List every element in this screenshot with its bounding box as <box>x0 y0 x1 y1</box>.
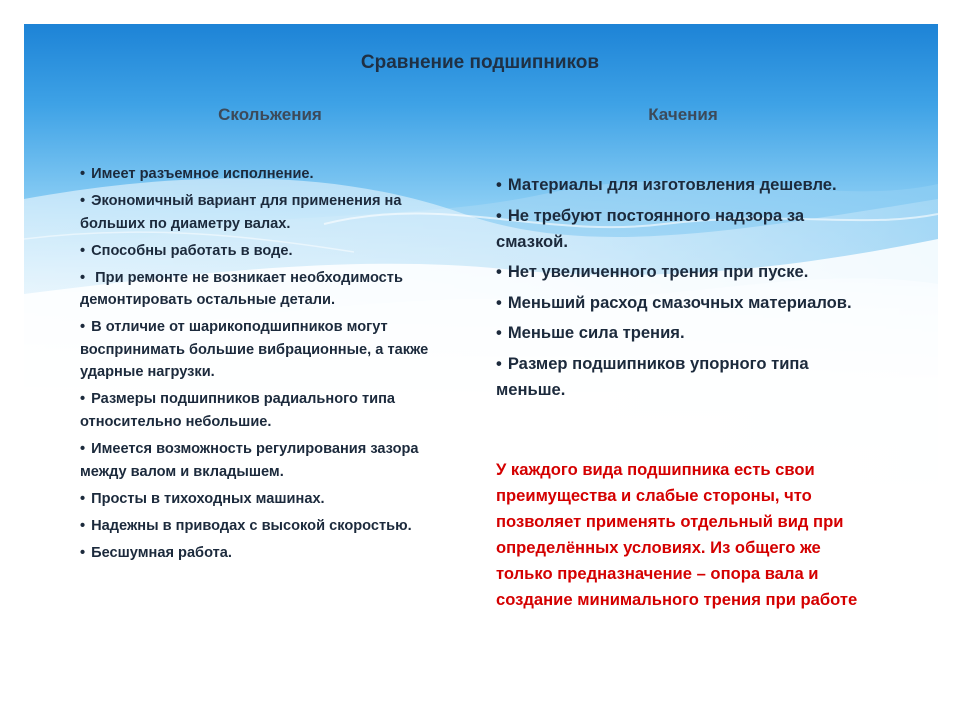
sliding-bearing-advantages-list <box>80 163 468 569</box>
bullet-icon: • <box>80 319 86 336</box>
bullet-icon: • <box>80 441 86 458</box>
bullet-icon: • <box>496 262 502 281</box>
bullet-icon: • <box>80 544 86 561</box>
bullet-icon: • <box>80 517 86 534</box>
list-item: • Не требуют постоянного надзора за смазкой. <box>496 205 805 251</box>
conclusion-text: У каждого вида подшипника есть свои преимущества и слабые стороны, что позволяет применять отдельный вид при определённых условиях. Из общего же только предназначение – опора вала и создание минимального трения при работе <box>496 460 858 609</box>
list-item: • Материалы для изготовления дешевле. <box>496 175 837 194</box>
list-item: • При ремонте не возникает необходимость демонтировать остальные детали. <box>80 269 403 309</box>
list-item: • Имеет разъемное исполнение. <box>80 166 314 182</box>
column-heading-rolling: Качения <box>648 105 718 124</box>
column-heading-sliding: Скольжения <box>218 105 322 124</box>
bullet-icon: • <box>80 269 86 286</box>
list-item: • Способны работать в воде. <box>80 242 293 259</box>
bullet-icon: • <box>496 353 502 373</box>
bullet-icon: • <box>496 205 502 225</box>
list-item: • Размер подшипников упорного типа меньше. <box>496 353 809 399</box>
list-item: • В отличие от шарикоподшипников могут воспринимать большие вибрационные, а также ударные нагрузки. <box>80 319 429 381</box>
list-item: • Надежны в приводах с высокой скоростью. <box>80 517 412 534</box>
list-item: • Имеется возможность регулирования зазора между валом и вкладышем. <box>80 441 419 480</box>
list-item: • Меньший расход смазочных материалов. <box>496 292 852 312</box>
bullet-icon: • <box>80 242 86 259</box>
bullet-icon: • <box>496 323 502 342</box>
list-item: • Размеры подшипников радиального типа относительно небольшие. <box>80 391 396 430</box>
list-item: • Меньше сила трения. <box>496 323 685 342</box>
rolling-bearing-advantages-list <box>496 172 878 407</box>
bullet-icon: • <box>80 166 86 182</box>
list-item: • Нет увеличенного трения при пуске. <box>496 262 809 281</box>
bullet-icon: • <box>496 175 502 194</box>
bullet-icon: • <box>80 193 86 210</box>
list-item: • Экономичный вариант для применения на больших по диаметру валах. <box>80 193 402 232</box>
bullet-icon: • <box>496 292 502 312</box>
bullet-icon: • <box>80 391 86 408</box>
bullet-icon: • <box>80 490 86 507</box>
list-item: • Просты в тихоходных машинах. <box>80 490 325 507</box>
list-item: • Бесшумная работа. <box>80 544 232 561</box>
slide-title: Сравнение подшипников <box>360 52 600 73</box>
